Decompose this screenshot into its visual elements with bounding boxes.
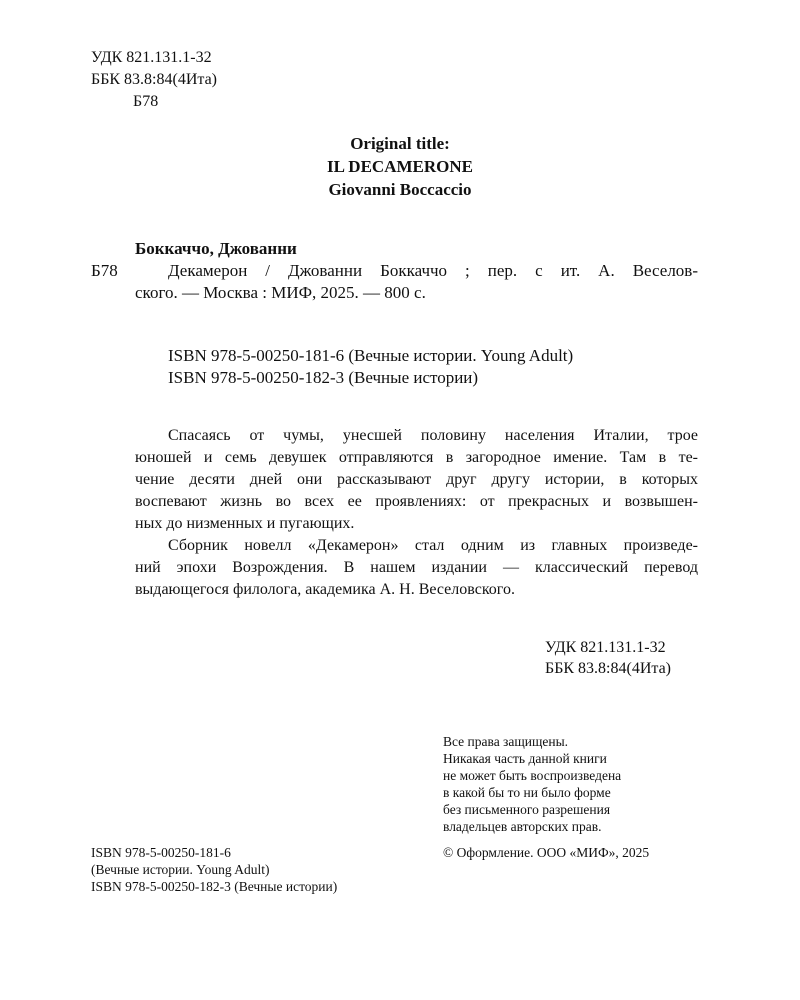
bbk-top: ББК 83.8:84(4Ита) [91, 71, 217, 88]
record-heading: Боккаччо, Джованни [135, 239, 297, 258]
annotation-line: Спасаясь от чумы, унесшей половину населения Италии, трое [168, 427, 698, 444]
annotation-line: ных до низменных и пугающих. [135, 515, 355, 532]
rights-line: Все права защищены. [443, 734, 569, 749]
udk-bottom: УДК 821.131.1-32 [545, 639, 666, 656]
footer-isbn-line: ISBN 978-5-00250-181-6 [91, 845, 231, 860]
original-author: Giovanni Boccaccio [328, 180, 472, 199]
original-title-label: Original title: [350, 134, 450, 153]
rights-line: без письменного разрешения [443, 802, 611, 817]
annotation-line: ний эпохи Возрождения. В нашем издании — классический перевод [135, 559, 698, 576]
annotation-line: Сборник новелл «Декамерон» стал одним из главных произведе- [168, 537, 698, 554]
annotation-line: выдающегося филолога, академика А. Н. Веселовского. [135, 581, 515, 598]
record-mark: Б78 [91, 261, 118, 280]
annotation-line: чение десяти дней они рассказывают друг другу истории, в которых [135, 471, 698, 488]
author-mark-top: Б78 [133, 93, 159, 110]
rights-line: владельцев авторских прав. [443, 819, 602, 834]
annotation-line: воспевают жизнь во всех ее проявлениях: от прекрасных и возвышен- [135, 493, 698, 510]
original-title: IL DECAMERONE [327, 157, 473, 176]
footer-isbn-line: (Вечные истории. Young Adult) [91, 862, 270, 877]
bbk-bottom: ББК 83.8:84(4Ита) [545, 660, 671, 677]
rights-line: Никакая часть данной книги [443, 751, 607, 766]
rights-line: не может быть воспроизведена [443, 768, 622, 783]
udk-top: УДК 821.131.1-32 [91, 49, 212, 66]
rights-line: в какой бы то ни было форме [443, 785, 611, 800]
copyright-line: © Оформление. ООО «МИФ», 2025 [443, 845, 650, 860]
original-title-block [0, 132, 800, 201]
footer-isbn-line: ISBN 978-5-00250-182-3 (Вечные истории) [91, 879, 338, 894]
record-line-1: Декамерон / Джованни Боккаччо ; пер. с ит. А. Веселов- [168, 261, 698, 280]
annotation-line: юношей и семь девушек отправляются в загородное имение. Там в те- [135, 449, 698, 466]
record-line-2: ского. — Москва : МИФ, 2025. — 800 с. [135, 283, 426, 302]
isbn-line-2: ISBN 978-5-00250-182-3 (Вечные истории) [168, 368, 479, 387]
isbn-line-1: ISBN 978-5-00250-181-6 (Вечные истории. Young Adult) [168, 346, 574, 365]
